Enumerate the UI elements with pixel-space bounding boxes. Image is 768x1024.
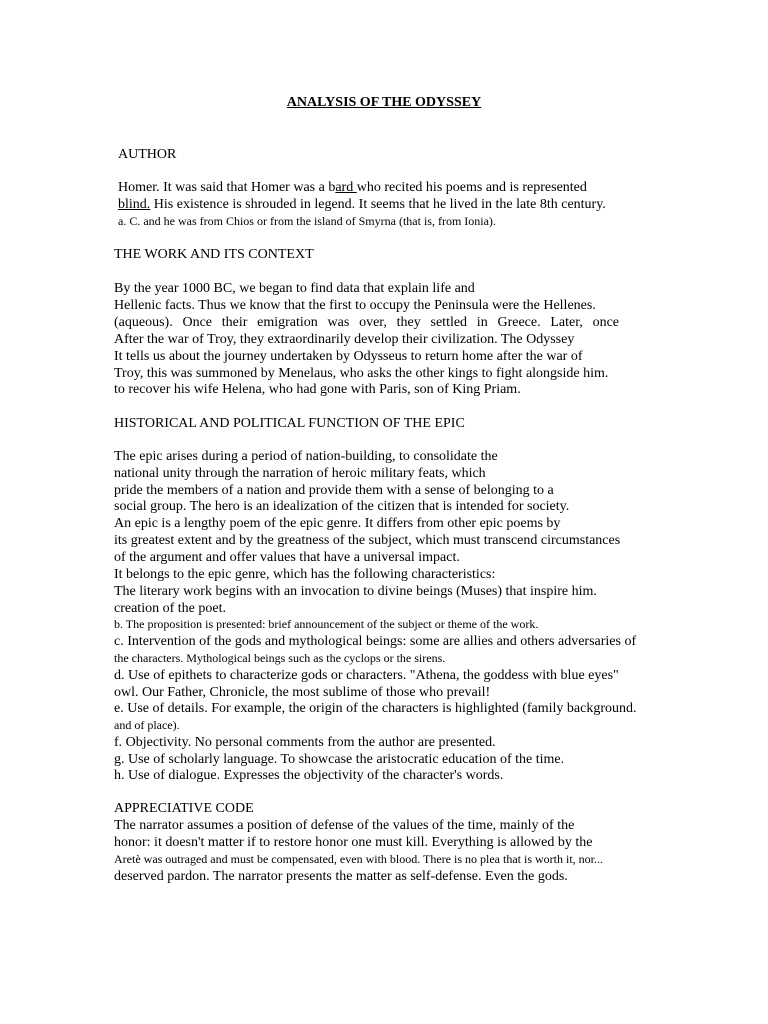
historical-line: of the argument and offer values that have a universal impact. xyxy=(114,550,460,565)
historical-line: h. Use of dialogue. Expresses the objectivity of the character's words. xyxy=(114,768,504,783)
historical-line: pride the members of a nation and provide them with a sense of belonging to a xyxy=(114,483,554,498)
historical-line: its greatest extent and by the greatness of the subject, which must transcend circumstances xyxy=(114,533,621,548)
historical-line: and of place). xyxy=(114,718,180,732)
work-line: It tells us about the journey undertaken by Odysseus to return home after the war of xyxy=(114,349,583,364)
work-line xyxy=(114,314,619,331)
historical-line: d. Use of epithets to characterize gods or characters. "Athena, the goddess with blue eyes" xyxy=(114,668,619,683)
work-line: to recover his wife Helena, who had gone with Paris, son of King Priam. xyxy=(114,382,521,397)
appreciative-line: honor: it doesn't matter if to restore honor one must kill. Everything is allowed by the xyxy=(114,835,593,850)
work-line: After the war of Troy, they extraordinarily develop their civilization. The Odyssey xyxy=(114,332,575,347)
author-line-1-c: who recited his poems and is represented xyxy=(356,180,587,195)
work-line: Hellenic facts. Thus we know that the first to occupy the Peninsula were the Hellenes. xyxy=(114,298,596,313)
work-line: Troy, this was summoned by Menelaus, who asks the other kings to fight alongside him. xyxy=(114,366,609,381)
historical-line: The literary work begins with an invocation to divine beings (Muses) that inspire him. xyxy=(114,584,597,599)
author-line-1-a: Homer. It was said that Homer was a b xyxy=(118,180,336,195)
historical-line: national unity through the narration of heroic military feats, which xyxy=(114,466,486,481)
appreciative-line: Aretè was outraged and must be compensated, even with blood. There is no plea that is worth it, nor... xyxy=(114,852,603,866)
historical-line: social group. The hero is an idealization of the citizen that is intended for society. xyxy=(114,499,570,514)
work-heading: THE WORK AND ITS CONTEXT xyxy=(114,247,314,262)
historical-line: An epic is a lengthy poem of the epic genre. It differs from other epic poems by xyxy=(114,516,561,531)
work-line-text: (aqueous). Once their emigration was over, they settled in Greece. Later, once xyxy=(114,315,619,330)
historical-line: the characters. Mythological beings such as the cyclops or the sirens. xyxy=(114,651,446,665)
historical-line: The epic arises during a period of nation-building, to consolidate the xyxy=(114,449,498,464)
historical-line: e. Use of details. For example, the origin of the characters is highlighted (family background. xyxy=(114,701,637,716)
author-line-1-underlined: ard xyxy=(335,180,357,195)
author-line-1 xyxy=(118,179,587,196)
document-title: ANALYSIS OF THE ODYSSEY xyxy=(286,95,482,110)
historical-line: b. The proposition is presented: brief announcement of the subject or theme of the work. xyxy=(114,617,539,631)
author-line-3: a. C. and he was from Chios or from the island of Smyrna (that is, from Ionia). xyxy=(118,214,496,228)
author-heading: AUTHOR xyxy=(118,147,177,162)
appreciative-line: The narrator assumes a position of defense of the values of the time, mainly of the xyxy=(114,818,575,833)
author-line-2-underlined: blind. xyxy=(118,197,151,212)
work-line: By the year 1000 BC, we began to find data that explain life and xyxy=(114,281,475,296)
author-line-2 xyxy=(118,196,606,213)
historical-line: c. Intervention of the gods and mythological beings: some are allies and others adversaries of xyxy=(114,634,637,649)
appreciative-line: deserved pardon. The narrator presents the matter as self-defense. Even the gods. xyxy=(114,869,568,884)
appreciative-heading: APPRECIATIVE CODE xyxy=(114,801,254,816)
historical-line: g. Use of scholarly language. To showcase the aristocratic education of the time. xyxy=(114,752,565,767)
historical-line: creation of the poet. xyxy=(114,601,226,616)
historical-line: f. Objectivity. No personal comments from the author are presented. xyxy=(114,735,496,750)
historical-heading: HISTORICAL AND POLITICAL FUNCTION OF THE EPIC xyxy=(114,416,465,431)
historical-line: It belongs to the epic genre, which has the following characteristics: xyxy=(114,567,496,582)
historical-line: owl. Our Father, Chronicle, the most sublime of those who prevail! xyxy=(114,685,491,700)
author-line-2-b: His existence is shrouded in legend. It seems that he lived in the late 8th century. xyxy=(150,197,606,212)
